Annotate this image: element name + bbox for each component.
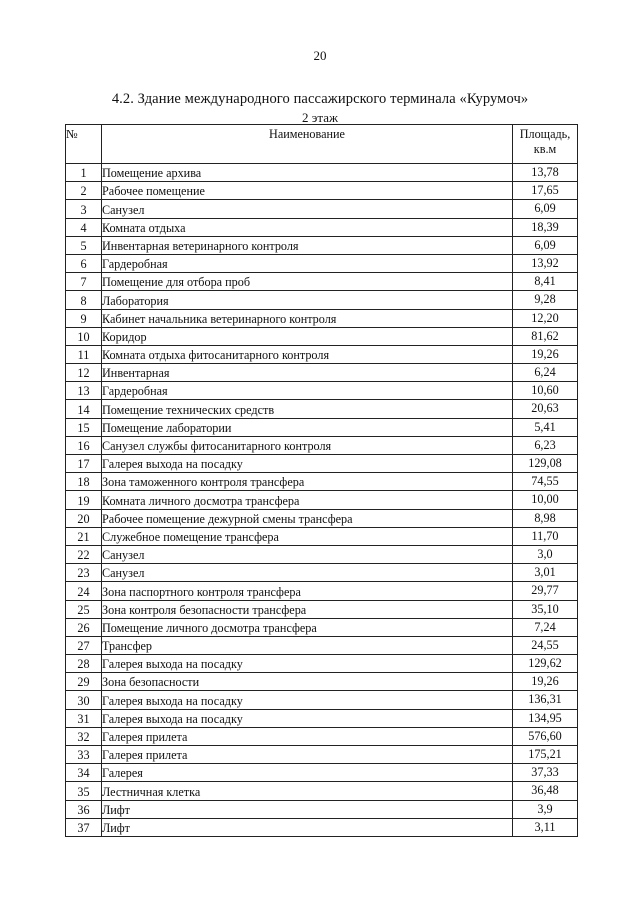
- room-name: Галерея выхода на посадку: [102, 655, 513, 673]
- room-name: Трансфер: [102, 636, 513, 654]
- room-name: Коридор: [102, 327, 513, 345]
- room-name: Гардеробная: [102, 382, 513, 400]
- table-row: [66, 418, 578, 436]
- row-number: 35: [66, 782, 102, 800]
- row-number: 12: [66, 364, 102, 382]
- table-row: [66, 309, 578, 327]
- room-name: Помещение технических средств: [102, 400, 513, 418]
- room-name: Санузел: [102, 200, 513, 218]
- table-row: [66, 218, 578, 236]
- room-name: Кабинет начальника ветеринарного контроля: [102, 309, 513, 327]
- room-name: Санузел: [102, 564, 513, 582]
- room-area: 13,92: [513, 254, 578, 272]
- room-area: 3,0: [513, 545, 578, 563]
- room-area: 10,60: [513, 382, 578, 400]
- table-row: [66, 455, 578, 473]
- row-number: 31: [66, 709, 102, 727]
- row-number: 7: [66, 273, 102, 291]
- room-name: Зона таможенного контроля трансфера: [102, 473, 513, 491]
- row-number: 14: [66, 400, 102, 418]
- table-row: [66, 327, 578, 345]
- row-number: 9: [66, 309, 102, 327]
- table-row: [66, 709, 578, 727]
- room-area: 6,23: [513, 436, 578, 454]
- room-name: Комната личного досмотра трансфера: [102, 491, 513, 509]
- room-area: 13,78: [513, 164, 578, 182]
- table-row: [66, 655, 578, 673]
- room-area: 11,70: [513, 527, 578, 545]
- room-area: 129,08: [513, 455, 578, 473]
- table-row: [66, 273, 578, 291]
- table-row: [66, 600, 578, 618]
- room-name: Галерея: [102, 764, 513, 782]
- room-area: 18,39: [513, 218, 578, 236]
- table-row: [66, 182, 578, 200]
- room-name: Лестничная клетка: [102, 782, 513, 800]
- room-area: 175,21: [513, 746, 578, 764]
- room-name: Галерея прилета: [102, 727, 513, 745]
- table-row: [66, 164, 578, 182]
- row-number: 6: [66, 254, 102, 272]
- room-area: 37,33: [513, 764, 578, 782]
- header-number: №: [66, 125, 102, 164]
- table-row: [66, 236, 578, 254]
- row-number: 15: [66, 418, 102, 436]
- row-number: 1: [66, 164, 102, 182]
- room-name: Галерея выхода на посадку: [102, 709, 513, 727]
- room-area: 5,41: [513, 418, 578, 436]
- table-row: [66, 782, 578, 800]
- table-row: [66, 400, 578, 418]
- room-name: Служебное помещение трансфера: [102, 527, 513, 545]
- room-area: 29,77: [513, 582, 578, 600]
- rooms-table: [65, 124, 578, 837]
- row-number: 24: [66, 582, 102, 600]
- table-row: [66, 382, 578, 400]
- room-area: 19,26: [513, 673, 578, 691]
- room-area: 9,28: [513, 291, 578, 309]
- room-area: 3,11: [513, 818, 578, 836]
- room-name: Гардеробная: [102, 254, 513, 272]
- room-area: 3,01: [513, 564, 578, 582]
- room-area: 20,63: [513, 400, 578, 418]
- room-area: 3,9: [513, 800, 578, 818]
- row-number: 27: [66, 636, 102, 654]
- room-area: 12,20: [513, 309, 578, 327]
- room-name: Комната отдыха фитосанитарного контроля: [102, 345, 513, 363]
- room-area: 19,26: [513, 345, 578, 363]
- row-number: 11: [66, 345, 102, 363]
- row-number: 23: [66, 564, 102, 582]
- table-row: [66, 636, 578, 654]
- row-number: 21: [66, 527, 102, 545]
- room-area: 7,24: [513, 618, 578, 636]
- room-area: 10,00: [513, 491, 578, 509]
- room-area: 6,09: [513, 200, 578, 218]
- room-name: Помещение лаборатории: [102, 418, 513, 436]
- floor-label: 2 этаж: [302, 110, 338, 125]
- room-area: 17,65: [513, 182, 578, 200]
- table-row: [66, 291, 578, 309]
- row-number: 16: [66, 436, 102, 454]
- room-area: 8,41: [513, 273, 578, 291]
- room-name: Помещение архива: [102, 164, 513, 182]
- table-row: [66, 764, 578, 782]
- row-number: 4: [66, 218, 102, 236]
- room-name: Санузел: [102, 545, 513, 563]
- table-row: [66, 582, 578, 600]
- room-area: 8,98: [513, 509, 578, 527]
- table-row: [66, 727, 578, 745]
- room-area: 576,60: [513, 727, 578, 745]
- room-area: 136,31: [513, 691, 578, 709]
- table-body: [66, 164, 578, 837]
- room-area: 74,55: [513, 473, 578, 491]
- table-row: [66, 746, 578, 764]
- row-number: 25: [66, 600, 102, 618]
- row-number: 5: [66, 236, 102, 254]
- room-name: Помещение для отбора проб: [102, 273, 513, 291]
- row-number: 29: [66, 673, 102, 691]
- room-name: Лаборатория: [102, 291, 513, 309]
- header-name: Наименование: [102, 125, 513, 164]
- room-name: Помещение личного досмотра трансфера: [102, 618, 513, 636]
- room-name: Зона контроля безопасности трансфера: [102, 600, 513, 618]
- row-number: 13: [66, 382, 102, 400]
- table-row: [66, 200, 578, 218]
- row-number: 3: [66, 200, 102, 218]
- room-name: Зона безопасности: [102, 673, 513, 691]
- row-number: 22: [66, 545, 102, 563]
- room-name: Санузел службы фитосанитарного контроля: [102, 436, 513, 454]
- room-name: Галерея выхода на посадку: [102, 455, 513, 473]
- row-number: 37: [66, 818, 102, 836]
- table-row: [66, 491, 578, 509]
- room-name: Галерея выхода на посадку: [102, 691, 513, 709]
- room-area: 36,48: [513, 782, 578, 800]
- row-number: 30: [66, 691, 102, 709]
- room-name: Инвентарная ветеринарного контроля: [102, 236, 513, 254]
- row-number: 17: [66, 455, 102, 473]
- room-name: Галерея прилета: [102, 746, 513, 764]
- row-number: 2: [66, 182, 102, 200]
- room-area: 129,62: [513, 655, 578, 673]
- table-row: [66, 436, 578, 454]
- row-number: 32: [66, 727, 102, 745]
- table-row: [66, 545, 578, 563]
- row-number: 18: [66, 473, 102, 491]
- room-name: Рабочее помещение: [102, 182, 513, 200]
- room-name: Лифт: [102, 800, 513, 818]
- table-row: [66, 818, 578, 836]
- row-number: 26: [66, 618, 102, 636]
- table-row: [66, 473, 578, 491]
- room-name: Рабочее помещение дежурной смены трансфера: [102, 509, 513, 527]
- table-row: [66, 254, 578, 272]
- page-number: 20: [313, 48, 327, 63]
- room-area: 6,09: [513, 236, 578, 254]
- table-header-row: [66, 125, 578, 164]
- row-number: 20: [66, 509, 102, 527]
- room-name: Инвентарная: [102, 364, 513, 382]
- table-row: [66, 364, 578, 382]
- header-area: Площадь, кв.м: [513, 125, 578, 164]
- table-row: [66, 800, 578, 818]
- section-title: 4.2. Здание международного пассажирского терминала «Курумоч»: [111, 91, 529, 107]
- table-row: [66, 527, 578, 545]
- row-number: 33: [66, 746, 102, 764]
- room-area: 81,62: [513, 327, 578, 345]
- room-area: 24,55: [513, 636, 578, 654]
- room-area: 35,10: [513, 600, 578, 618]
- row-number: 10: [66, 327, 102, 345]
- table-row: [66, 564, 578, 582]
- room-name: Комната отдыха: [102, 218, 513, 236]
- row-number: 8: [66, 291, 102, 309]
- table-row: [66, 618, 578, 636]
- table-row: [66, 673, 578, 691]
- table-row: [66, 345, 578, 363]
- room-area: 6,24: [513, 364, 578, 382]
- room-name: Зона паспортного контроля трансфера: [102, 582, 513, 600]
- room-name: Лифт: [102, 818, 513, 836]
- table-row: [66, 509, 578, 527]
- row-number: 19: [66, 491, 102, 509]
- table-row: [66, 691, 578, 709]
- room-area: 134,95: [513, 709, 578, 727]
- row-number: 36: [66, 800, 102, 818]
- row-number: 28: [66, 655, 102, 673]
- row-number: 34: [66, 764, 102, 782]
